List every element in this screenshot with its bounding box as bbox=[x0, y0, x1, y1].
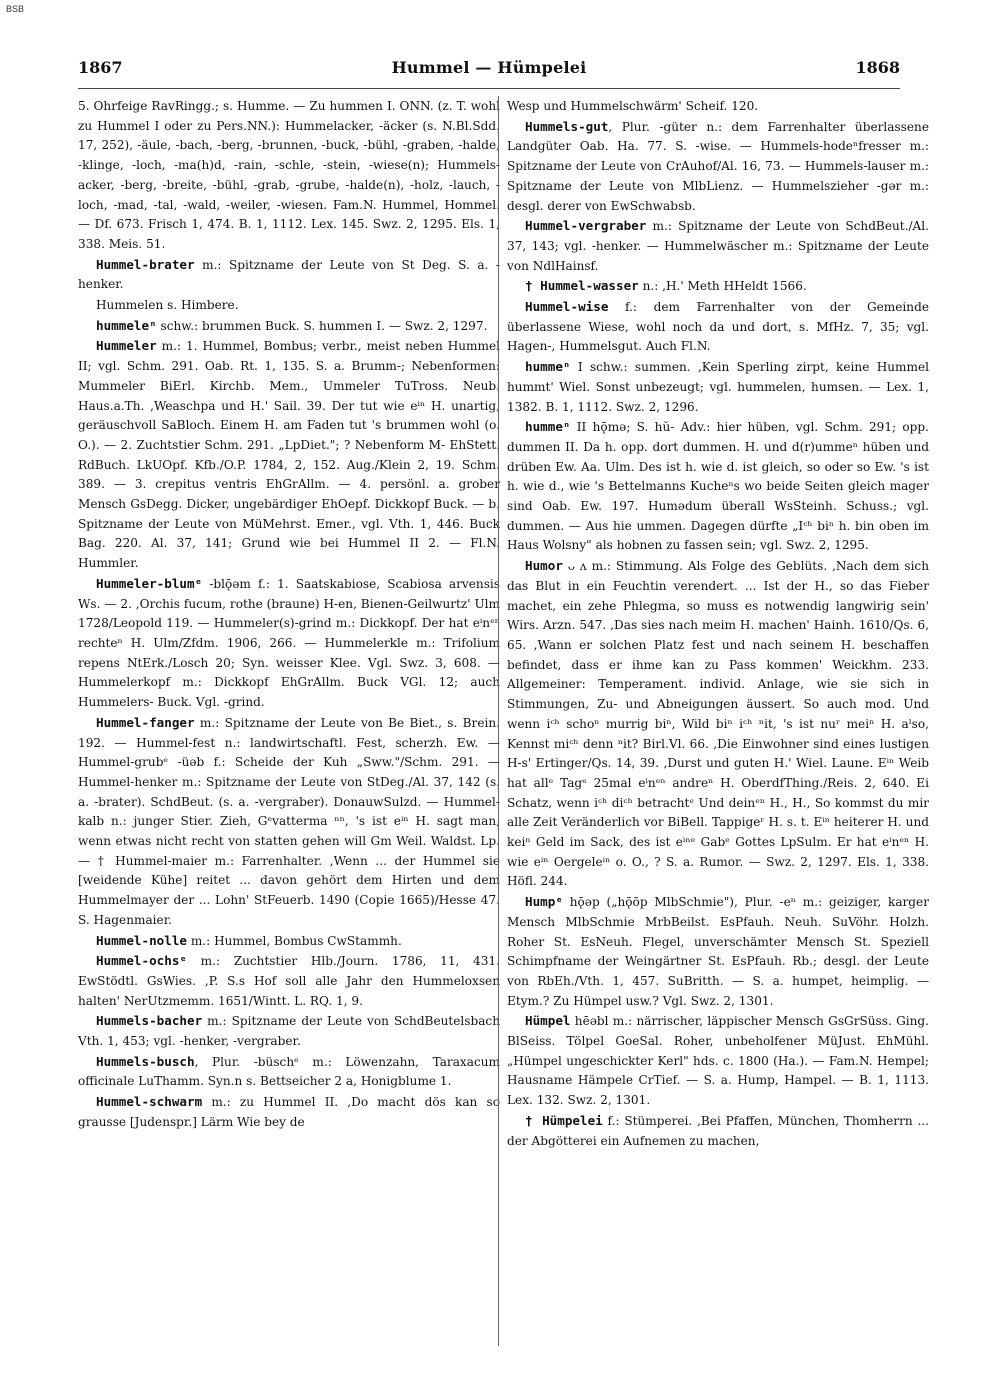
entry bbox=[507, 117, 929, 217]
entry bbox=[78, 951, 500, 1011]
entry bbox=[507, 216, 929, 276]
entry-text: -blǭəm f.: 1. Saatskabiose, Scabiosa arvensis Ws. — 2. ,Orchis fucum, rothe (braune) H-en, Bienen-Geilwurtz' Ulm 1728/Leopold 119. — Hummeler(s)-grind m.: Dickkopf. Der hat eⁱnᵉⁿ rechteⁿ H. Ulm/Zfdm. 1906, 266. — Hummelerkle m.: Trifolium repens NtErk./Losch 20; Syn. weisser Klee. Vgl. Swz. 3, 608. — Hummelerkopf m.: Dickkopf EhGrAllm. Buck VGl. 12; auch Hummelers- Buck. Vgl. -grind. bbox=[78, 576, 500, 710]
entry bbox=[78, 96, 500, 255]
entry bbox=[507, 1011, 929, 1111]
entry-headword: Humor bbox=[525, 558, 563, 574]
entry-headword: Hummel-brater bbox=[96, 256, 195, 272]
entry-text: I schw.: summen. ,Kein Sperling zirpt, keine Hummel hummt' Wiel. Sonst unbezeugt; vgl. hummelen, humsen. — Lex. 1, 1382. B. 1, 1112. Swz. 2, 1296. bbox=[507, 360, 929, 414]
entry-text: f.: dem Farrenhalter von der Gemeinde überlassene Wiese, wohl noch da und dort, s. MfHz. 7, 35; vgl. Hagen-, Hummelsgut. Auch Fl.N. bbox=[507, 300, 929, 354]
entry-headword: Hummel-ochsᵉ bbox=[96, 953, 187, 969]
library-stamp: BSB bbox=[6, 4, 25, 14]
entry-text: n.: ,H.' Meth HHeldt 1566. bbox=[638, 279, 807, 294]
entry-text: m.: Spitzname der Leute von SchdBeutelsbach Vth. 1, 453; vgl. -henker, -vergraber. bbox=[78, 1014, 500, 1049]
entry-text: m.: Zuchtstier Hlb./Journ. 1786, 11, 431. EwStödtl. GsWies. ,P. S.s Hof soll alle Jahr den Hummeloxsen halten' NerUtzmemm. 1651/Wintt. L. RQ. 1, 9. bbox=[78, 954, 500, 1008]
entry-text: , Plur. -büschᵉ m.: Löwenzahn, Taraxacum officinale LuThamm. Syn.n s. Bettseicher 2 a, Honigblume 1. bbox=[78, 1054, 500, 1089]
page-number-left: 1867 bbox=[78, 58, 123, 77]
entry bbox=[78, 336, 500, 573]
page-number-right: 1868 bbox=[855, 58, 900, 77]
entry-text: ᴗ ᴧ m.: Stimmung. Als Folge des Geblüts. ,Nach dem sich das Blut in ein Feuchtin verendert. ... Ist der H., so das Fieber machet, ein zehe Phlegma, so muss es notwendig langwirig sein' Wirs. Arzn. 547. ,Das sies nach meim H. machen' Hainh. 1610/Qs. 6, 65. ,Wann er solchen Platz fest und nach seinem H. beschaffen befindet, dass er ihme kan zu Pass kommen' Weickhm. 233. Allgemeiner: Temperament. individ. Anlage, wie sie sich in Stimmungen, Zu- und Abneigungen äussert. So auch mod. Und wenn iᶜʰ schoⁿ murrig biⁿ, Wild biⁿ iᶜʰ ⁿit, 's ist nuʳ meiⁿ H. aˡso, Kennst miᶜʰ denn ⁿit? Birl.Vl. 66. ,Die Einwohner sind eines lustigen H-s' Ertinger/Qs. 14, 39. ,Durst und guten H.' Wiel. Laune. Eⁱⁿ Weib hat allᵉ Tagᵉ 25mal eⁱnᵉⁿ andreⁿ H. OberdfThing./Reis. 2, 640. Ei Schatz, wenn iᶜʰ diᶜʰ betrachtᵉ Und deinᵉⁿ H., H., So kommst du mir alle Zeit Veränderlich vor BiBell. Tappigeʳ H. s. t. Eⁱⁿ heiterer H. und keiⁿ Geld im Sack, des ist eⁱⁿᵉ Gabᵉ Gottes LpSulm. Er hat eⁱnᵉⁿ H. wie eⁱⁿ Oergeleⁱⁿ o. O., ? S. a. Rumor. — Swz. 2, 1297. Els. 1, 338. Höfl. 244. bbox=[507, 559, 929, 889]
entry bbox=[507, 556, 929, 892]
entry bbox=[78, 1011, 500, 1051]
entry-text: hǭəp („hǭōp MlbSchmie"), Plur. -eⁿ m.: geiziger, karger Mensch MlbSchmie MrbBeilst. EsPfauh. Neuh. SuVöhr. Holzh. Roher St. EsNeuh. Flegel, unverschämter Mensch St. Speziell Schimpfname der Weingärtner St. EsPfauh. Rb.; desgl. der Leute von RbEh./Vth. 1, 457. SuBritth. — S. a. humpet, heimplig. — Etym.? Zu Hümpel usw.? Vgl. Swz. 2, 1301. bbox=[507, 895, 929, 1008]
entry-text: 5. Ohrfeige RavRingg.; s. Humme. — Zu hummen I. ONN. (z. T. wohl zu Hummel I oder zu Pers.NN.): Hummelacker, -äcker (s. N.Bl.Sdd. 17, 252), -äule, -bach, -berg, -brunnen, -buck, -bühl, -graben, -halde, -klinge, -loch, -ma(h)d, -rain, -schle, -stein, -wiese(n); Hummels-acker, -berg, -breite, -bühl, -grab, -grube, -halde(n), -holz, -lauch, -loch, -mad, -tal, -wald, -weiler, -wiesen. Fam.N. Hummel, Hommel. — Df. 673. Frisch 1, 474. B. 1, 1112. Lex. 145. Swz. 2, 1295. Els. 1, 338. Meis. 51. bbox=[78, 99, 500, 251]
entry bbox=[507, 357, 929, 417]
entry-headword: Hummels-gut bbox=[525, 118, 609, 134]
entry bbox=[78, 1092, 500, 1132]
entry bbox=[507, 297, 929, 357]
entry-headword: † Hümpelei bbox=[525, 1112, 603, 1128]
entry-text: f.: Stümperei. ,Bei Pfaffen, München, Thomherrn ... der Abgötterei ein Aufnemen zu machen, bbox=[507, 1113, 929, 1148]
entry-headword: hummeⁿ bbox=[525, 359, 571, 375]
entry-text: m.: Hummel, Bombus CwStammh. bbox=[187, 933, 402, 948]
entry bbox=[507, 892, 929, 1011]
header-rule bbox=[78, 88, 900, 89]
entry-text: hēəbl m.: närrischer, läppischer Mensch GsGrSüss. Ging. BlSeiss. Tölpel GoeSal. Roher, unbeholfener MüJust. EhMühl. „Hümpel ungeschickter Kerl" hds. c. 1800 (Ha.). — Fam.N. Hempel; Hausname Hämpele CrTief. — S. a. Hump, Hampel. — B. 1, 1113. Lex. 132. Swz. 2, 1301. bbox=[507, 1014, 929, 1108]
entry bbox=[78, 295, 500, 316]
entry-headword: Hummel-wise bbox=[525, 299, 609, 315]
left-column bbox=[78, 96, 500, 1346]
entry-text: , Plur. -güter n.: dem Farrenhalter überlassene Landgüter Oab. Ha. 77. S. -wise. — Hummels-hodeⁿfresser m.: Spitzname der Leute von CrAuhof/Al. 16, 73. — Hummels-lauser m.: Spitzname der Leute von MlbLienz. — Hummelszieher -gər m.: desgl. derer von EwSchwabsb. bbox=[507, 119, 929, 213]
entry bbox=[78, 713, 500, 931]
entry-text: m.: Spitzname der Leute von Be Biet., s. Brein. 192. — Hummel-fest n.: landwirtschaftl. Fest, scherzh. Ew. — Hummel-grubᵉ -üəb f.: Scheide der Kuh „Sww."/Schm. 291. — Hummel-henker m.: Spitzname der Leute von StDeg./Al. 37, 142 (s. a. -brater). SchdBeut. (s. a. -vergraber). DonauwSulzd. — Hummel-kalb n.: junger Stier. Zieh, Gᵉvatterma ⁿⁿ, 's ist eⁱⁿ H. sagt man, wenn etwas nicht recht von statten gehen will Gm Weil. Waldst. Lp. — † Hummel-maier m.: Farrenhalter. ,Wenn ... der Hummel sie [weidende Kühe] reitet ... davon gehört dem Hirten und dem Hummelmayer der ... Lohn' StFeuerb. 1490 (Copie 1665)/Hesse 47. S. Hagenmaier. bbox=[78, 715, 500, 927]
entry-headword: † Hummel-wasser bbox=[525, 278, 639, 294]
entry bbox=[78, 931, 500, 952]
entry-text: schw.: brummen Buck. S. hummen I. — Swz. 2, 1297. bbox=[156, 318, 488, 333]
entry-text: Wesp und Hummelschwärm' Scheif. 120. bbox=[507, 99, 759, 113]
running-title: Hummel — Hümpelei bbox=[391, 58, 587, 77]
page-header bbox=[78, 58, 900, 82]
entry-headword: Hümpel bbox=[525, 1013, 571, 1029]
entry-text: m.: Spitzname der Leute von SchdBeut./Al. 37, 143; vgl. -henker. — Hummelwäscher m.: Spitzname der Leute von NdlHainsf. bbox=[507, 219, 929, 273]
entry-headword: Hummeler-blumᵉ bbox=[96, 575, 203, 591]
entry bbox=[507, 276, 929, 297]
entry-headword: Humpᵉ bbox=[525, 894, 563, 910]
column-separator bbox=[498, 96, 499, 1346]
entry-headword: Hummel-schwarm bbox=[96, 1094, 203, 1110]
entry-headword: hummeⁿ bbox=[525, 419, 571, 435]
entry-text: m.: Spitzname der Leute von St Deg. S. a. -henker. bbox=[78, 257, 500, 292]
entry bbox=[78, 1052, 500, 1092]
entry-headword: hummeleⁿ bbox=[96, 317, 157, 333]
entry-text: II hǭmə; S. hŭ- Adv.: hier hüben, vgl. Schm. 291; opp. dummen II. Da h. opp. dort dummen. H. und d(r)ummeⁿ hüben und drüben Ew. Aa. Ulm. Des ist h. wie d. ist gleich, so oder so Ew. 's ist h. wie d., wie 's Bettelmanns Kucheⁿs wo beide Seiten gleich mager sind Oab. Ew. 197. Humədum überall WsSteinh. Schuss.; vgl. dummen. — Aus hie ummen. Dagegen dürfte „Iᶜʰ biⁿ h. bin oben im Haus Wolsny" als hobnen zu fassen sein; vgl. Swz. 2, 1295. bbox=[507, 420, 929, 553]
right-column bbox=[507, 96, 929, 1346]
entry-headword: Hummel-vergraber bbox=[525, 218, 647, 234]
entry bbox=[507, 1111, 929, 1151]
entry-headword: Hummels-busch bbox=[96, 1053, 195, 1069]
entry bbox=[507, 96, 929, 117]
entry-text: Hummelen s. Himbere. bbox=[96, 298, 239, 313]
entry-headword: Hummel-fanger bbox=[96, 714, 195, 730]
entry-headword: Hummeler bbox=[96, 338, 157, 354]
entry bbox=[78, 316, 500, 337]
entry-text: m.: 1. Hummel, Bombus; verbr., meist neben Hummel II; vgl. Schm. 291. Oab. Rt. 1, 135. S. a. Brumm-; Nebenformen: Mummeler BiErl. Kirchb. Mem., Ummeler TuTross. Neub. Haus.a.Th. ,Weaschpa und H.' Sail. 39. Der tut wie eⁱⁿ H. unartig, geräuschvoll SaBloch. Einem H. am Faden tut 's brummen wohl (o. O.). — 2. Zuchtstier Schm. 291. „LpDiet."; ? Nebenform M- EhStett. RdBuch. LkUOpf. Kfb./O.P. 1784, 2, 152. Aug./Klein 2, 19. Schm. 389. — 3. crepitus ventris EhGrAllm. — 4. persönl. a. grober Mensch GsDegg. Dicker, ungebärdiger EhOepf. Dickkopf Buck. — b. Spitzname der Leute von MüMehrst. Emer., vgl. Vth. 1, 446. Buck Bag. 220. Al. 37, 141; Grund wie bei Hummel II 2. — Fl.N. Hummler. bbox=[78, 339, 500, 571]
entry bbox=[78, 574, 500, 713]
entry bbox=[78, 255, 500, 295]
entry-text: m.: zu Hummel II. ,Do macht dös kan so grausse [Judenspr.] Lärm Wie bey de bbox=[78, 1095, 500, 1129]
entry-headword: Hummel-nolle bbox=[96, 932, 187, 948]
entry bbox=[507, 417, 929, 556]
entry-headword: Hummels-bacher bbox=[96, 1013, 203, 1029]
